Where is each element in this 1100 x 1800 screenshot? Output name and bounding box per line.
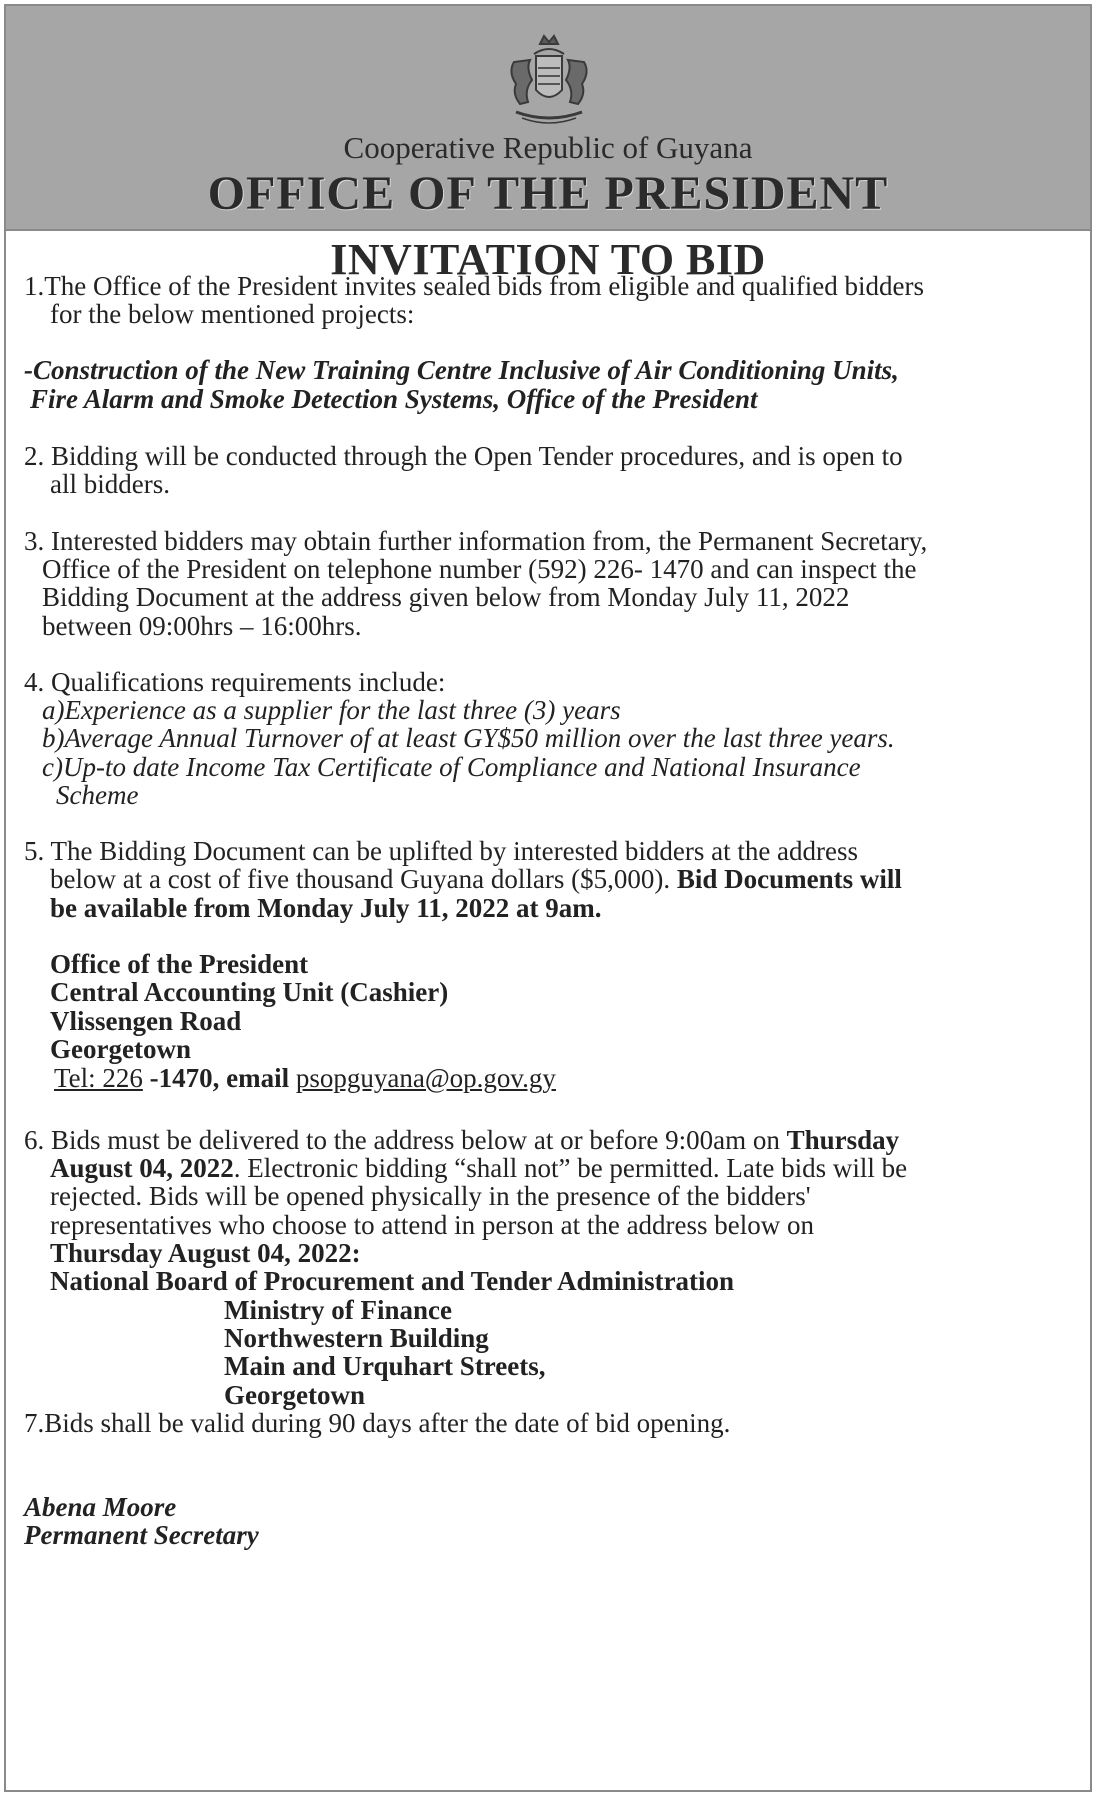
p6-line3: rejected. Bids will be opened physically in the presence of the bidders' [50,1181,811,1211]
p3-line2: Office of the President on telephone number (592) 226- 1470 and can inspect the [42,554,917,584]
email-link[interactable]: psopguyana@op.gov.gy [295,1063,556,1093]
qualification-a: a)Experience as a supplier for the last three (3) years [42,695,621,725]
p5-line3: be available from Monday July 11, 2022 at 9am. [50,893,602,923]
coat-of-arms-icon [494,32,604,132]
contact-connector: -1470, email [142,1063,296,1093]
p2-line2: all bidders. [50,469,170,499]
address1-name: Office of the President [50,949,309,979]
p1-line2: for the below mentioned projects: [50,299,415,329]
office-name: OFFICE OF THE PRESIDENT [207,167,889,220]
document-title: INVITATION TO BID [330,235,766,284]
header-banner [6,6,1090,231]
p5-line1: 5. The Bidding Document can be uplifted by interested bidders at the address [24,836,859,866]
p4-heading: 4. Qualifications requirements include: [24,667,446,697]
p5-line2-bold: Bid Documents will [676,864,902,894]
p3-line4: between 09:00hrs – 16:00hrs. [42,611,362,641]
republic-name: Cooperative Republic of Guyana [343,130,753,165]
p2-line1: 2. Bidding will be conducted through the Open Tender procedures, and is open to [24,441,903,471]
address1-contact [54,1062,556,1094]
p6-line5: Thursday August 04, 2022: [50,1238,361,1268]
p3-line3: Bidding Document at the address given below from Monday July 11, 2022 [42,582,850,612]
p6-line1-text: 6. Bids must be delivered to the address below at or before 9:00am on [24,1125,787,1155]
address2-city: Georgetown [224,1380,365,1410]
address1-unit: Central Accounting Unit (Cashier) [50,977,449,1007]
address1-road: Vlissengen Road [50,1006,242,1036]
address1-city: Georgetown [50,1034,191,1064]
p6-line2-bold: August 04, 2022 [50,1153,234,1183]
address2-building: Northwestern Building [224,1323,489,1353]
p5-line2-text: below at a cost of five thousand Guyana dollars ($5,000). [50,864,677,894]
telephone-link[interactable]: Tel: 226 [54,1063,143,1093]
project-line2: Fire Alarm and Smoke Detection Systems, Office of the President [30,384,758,414]
p6-line1-bold: Thursday [786,1125,900,1155]
p6-line4: representatives who choose to attend in person at the address below on [50,1210,815,1240]
signatory-name: Abena Moore [24,1492,177,1522]
bid-notice [4,4,1092,1792]
qualification-b: b)Average Annual Turnover of at least GY$50 million over the last three years. [42,723,895,753]
address2-board: National Board of Procurement and Tender Administration [50,1266,735,1296]
signatory-title: Permanent Secretary [24,1520,259,1550]
p7-line: 7.Bids shall be valid during 90 days after the date of bid opening. [24,1408,731,1438]
p3-line1: 3. Interested bidders may obtain further information from, the Permanent Secretary, [24,526,928,556]
p6-line2-text: . Electronic bidding “shall not” be permitted. Late bids will be [233,1153,908,1183]
qualification-c-line1: c)Up-to date Income Tax Certificate of Compliance and National Insurance [42,752,861,782]
p1-line1: 1.The Office of the President invites sealed bids from eligible and qualified bidders [24,271,925,301]
project-line1: -Construction of the New Training Centre Inclusive of Air Conditioning Units, [24,355,899,385]
p5-line2 [50,863,902,895]
address2-streets: Main and Urquhart Streets, [224,1351,546,1381]
address2-ministry: Ministry of Finance [224,1295,452,1325]
qualification-c-line2: Scheme [56,780,139,810]
